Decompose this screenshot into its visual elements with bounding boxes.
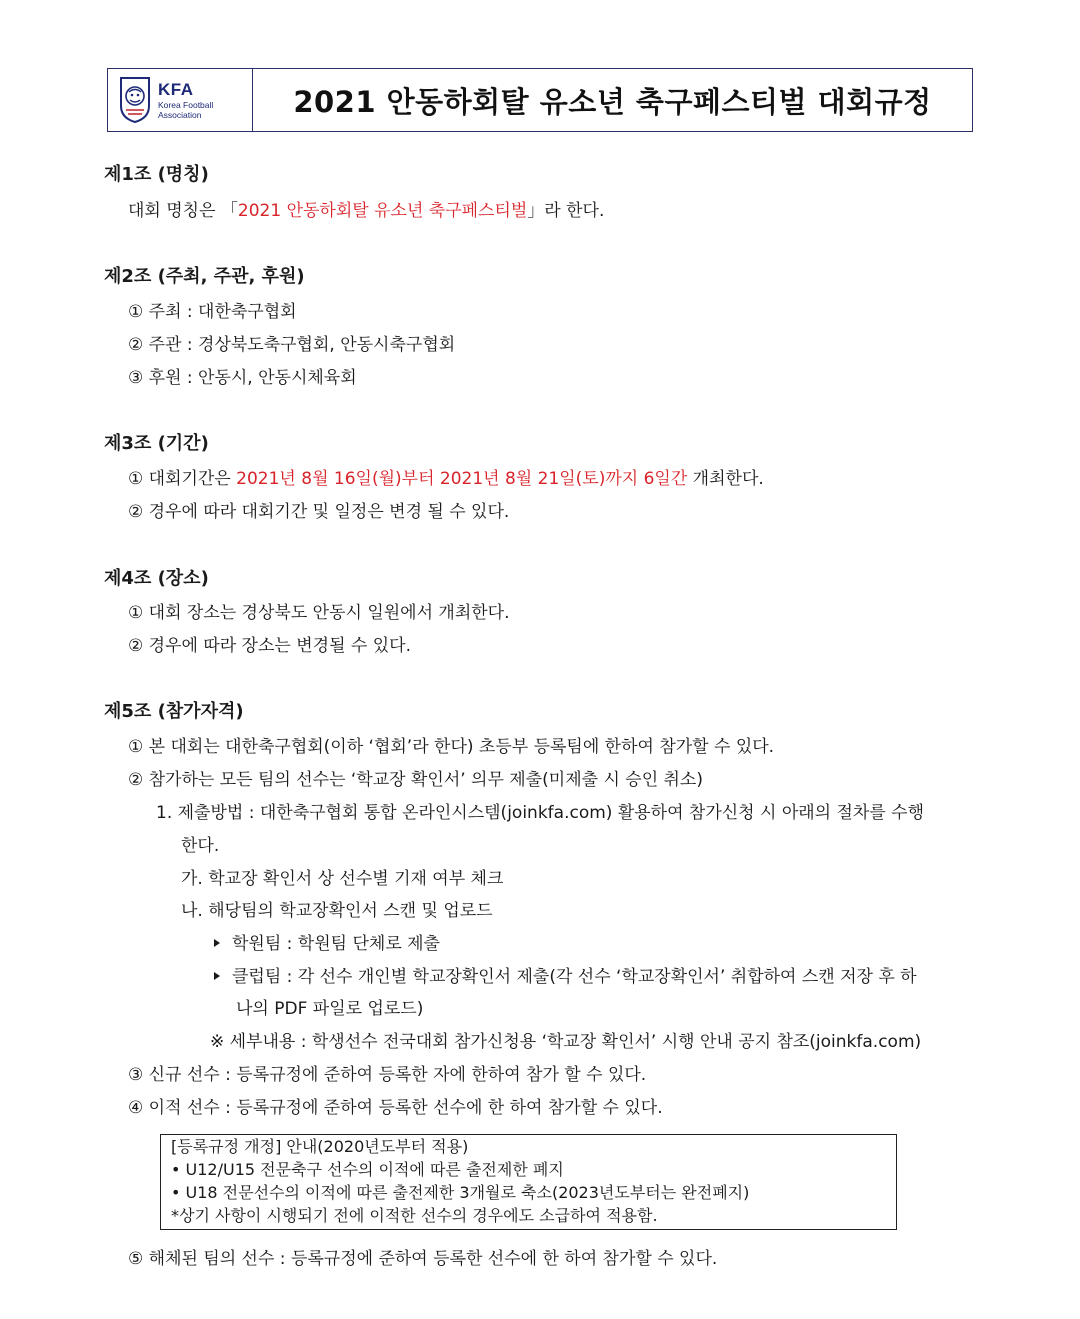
submission-method-line-2: 한다. — [181, 836, 220, 856]
bullet-academy-team-text: 학원팀 : 학원팀 단체로 제출 — [232, 934, 440, 954]
document-title: 2021 안동하회탈 유소년 축구페스티벌 대회규정 — [293, 84, 932, 119]
article-3-item-1-post: 개최한다. — [687, 469, 764, 489]
article-2-heading: 제2조 (주최, 주관, 후원) — [104, 266, 305, 287]
article-3-item-1 — [128, 468, 764, 490]
competition-period: 2021년 8월 16일(월)부터 2021년 8월 21일(토)까지 6일간 — [236, 469, 688, 489]
logo-abbreviation: KFA — [158, 79, 194, 99]
registration-notice-box — [160, 1134, 897, 1230]
competition-name: 2021 안동하회탈 유소년 축구페스티벌 — [237, 201, 528, 221]
article-5-item-2: ② 참가하는 모든 팀의 선수는 ‘학교장 확인서’ 의무 제출(미제출 시 승인 취소) — [128, 770, 703, 790]
notice-line-4: *상기 사항이 시행되기 전에 이적한 선수의 경우에도 소급하여 적용함. — [171, 1206, 658, 1225]
bullet-club-team — [214, 966, 917, 988]
article-2-item-2: ② 주관 : 경상북도축구협회, 안동시축구협회 — [128, 335, 456, 355]
article-3-item-2: ② 경우에 따라 대회기간 및 일정은 변경 될 수 있다. — [128, 502, 510, 522]
kfa-tiger-emblem-icon — [118, 76, 152, 124]
article-4-item-2: ② 경우에 따라 장소는 변경될 수 있다. — [128, 636, 411, 656]
article-1-text — [128, 200, 604, 222]
sub-item-ga: 가. 학교장 확인서 상 선수별 기재 여부 체크 — [181, 869, 504, 889]
title-cell — [253, 69, 972, 131]
article-5-heading: 제5조 (참가자격) — [104, 701, 244, 722]
reference-note: ※ 세부내용 : 학생선수 전국대회 참가신청용 ‘학교장 확인서’ 시행 안내 공지 참조(joinkfa.com) — [210, 1032, 922, 1052]
submission-method-line-1: 1. 제출방법 : 대한축구협회 통합 온라인시스템(joinkfa.com) 활용하여 참가신청 시 아래의 절차를 수행 — [156, 803, 925, 823]
article-5-item-5: ⑤ 해체된 팀의 선수 : 등록규정에 준하여 등록한 선수에 한 하여 참가할 수 있다. — [128, 1249, 718, 1269]
sub-item-na: 나. 해당팀의 학교장확인서 스캔 및 업로드 — [181, 901, 493, 921]
notice-line-2: • U12/U15 전문축구 선수의 이적에 따른 출전제한 폐지 — [171, 1160, 564, 1179]
article-5-item-4: ④ 이적 선수 : 등록규정에 준하여 등록한 선수에 한 하여 참가할 수 있다. — [128, 1098, 663, 1118]
article-3-item-1-pre: ① 대회기간은 — [128, 469, 237, 489]
article-5-item-1: ① 본 대회는 대한축구협회(이하 ‘협회’라 한다) 초등부 등록팀에 한하여 참가할 수 있다. — [128, 737, 775, 757]
article-2-item-1: ① 주최 : 대한축구협회 — [128, 302, 297, 322]
kfa-logo — [108, 69, 253, 131]
triangle-bullet-icon — [214, 972, 220, 980]
article-4-item-1: ① 대회 장소는 경상북도 안동시 일원에서 개최한다. — [128, 603, 510, 623]
bullet-academy-team — [214, 933, 440, 955]
article-1-text-post: 」라 한다. — [527, 201, 605, 221]
logo-subtitle-line1: Korea Football — [158, 99, 214, 110]
triangle-bullet-icon — [214, 939, 220, 947]
document-header — [107, 68, 973, 132]
article-2-item-3: ③ 후원 : 안동시, 안동시체육회 — [128, 368, 357, 388]
article-1-heading: 제1조 (명칭) — [104, 164, 209, 185]
article-4-heading: 제4조 (장소) — [104, 568, 209, 589]
logo-subtitle-line2: Association — [158, 109, 202, 120]
article-1-text-pre: 대회 명칭은 「 — [128, 201, 238, 221]
article-3-heading: 제3조 (기간) — [104, 433, 209, 454]
notice-line-3: • U18 전문선수의 이적에 따른 출전제한 3개월로 축소(2023년도부터는 완전폐지) — [171, 1183, 750, 1202]
notice-line-1: [등록규정 개정] 안내(2020년도부터 적용) — [171, 1137, 469, 1156]
bullet-club-team-line-2: 나의 PDF 파일로 업로드) — [236, 999, 424, 1019]
bullet-club-team-text: 클럽팀 : 각 선수 개인별 학교장확인서 제출(각 선수 ‘학교장확인서’ 취합하여 스캔 저장 후 하 — [232, 967, 917, 987]
article-5-item-3: ③ 신규 선수 : 등록규정에 준하여 등록한 자에 한하여 참가 할 수 있다. — [128, 1065, 647, 1085]
